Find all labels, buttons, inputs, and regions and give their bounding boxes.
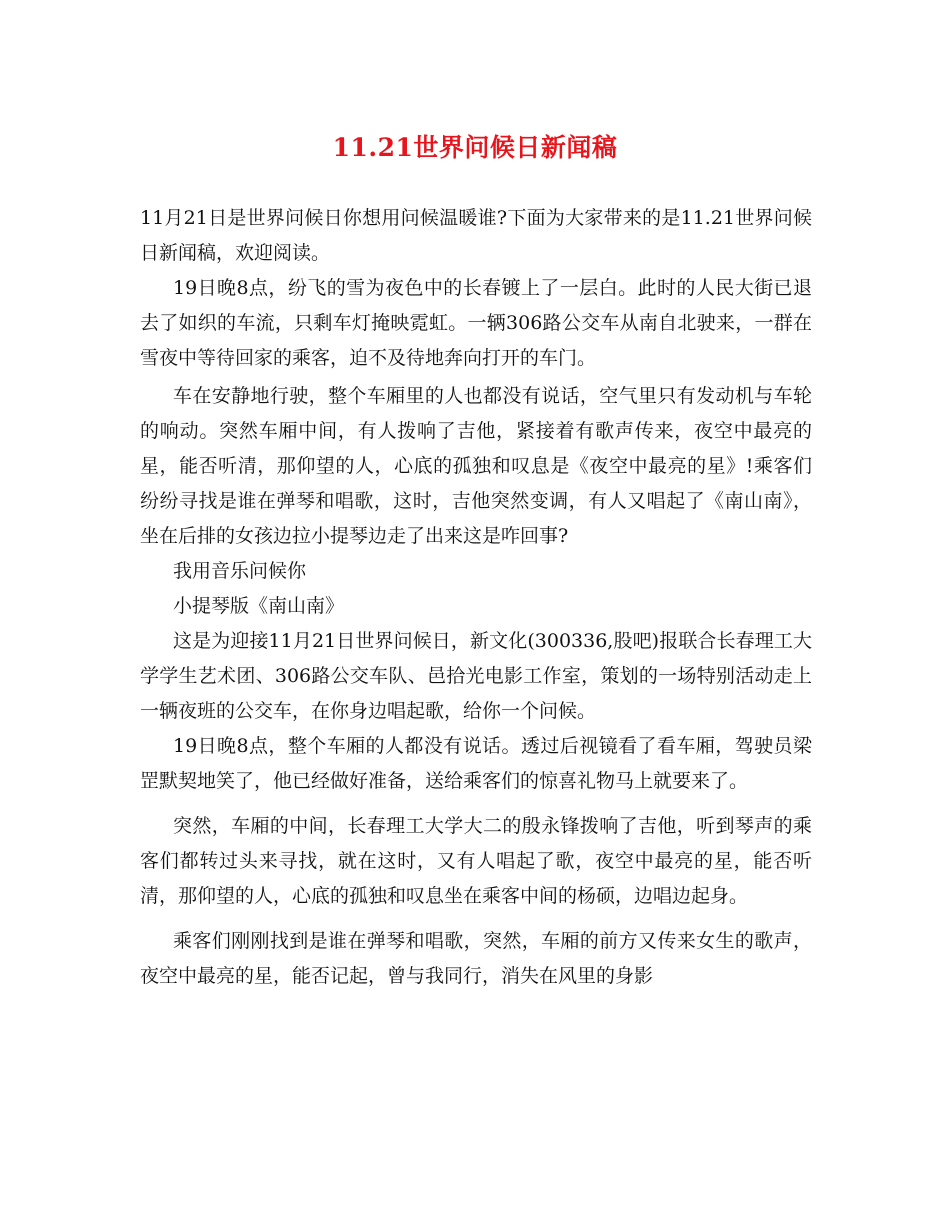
subheading: 我用音乐问候你 [173,560,307,582]
document-title: 11.21世界问候日新闻稿 [332,133,618,162]
body-paragraph: 车在安静地行驶，整个车厢里的人也都没有说话，空气里只有发动机与车轮的响动。突然车厢中间，有人拨响了吉他，紧接着有歌声传来，夜空中最亮的星，能否听清，那仰望的人，心底的孤独和叹息是《夜空中最亮的星》!乘客们纷纷寻找是谁在弹琴和唱歌，这时，吉他突然变调，有人又唱起了《南山南》，坐在后排的女孩边拉小提琴边走了出来这是咋回事? [140,385,812,547]
body-paragraph: 19日晚8点，整个车厢的人都没有说话。透过后视镜看了看车厢，驾驶员梁罡默契地笑了，他已经做好准备，送给乘客们的惊喜礼物马上就要来了。 [140,735,812,792]
intro-paragraph: 11月21日是世界问候日你想用问候温暖谁?下面为大家带来的是11.21世界问候日新闻稿，欢迎阅读。 [140,207,812,264]
body-paragraph: 突然，车厢的中间，长春理工大学大二的殷永锋拨响了吉他，听到琴声的乘客们都转过头来寻找，就在这时，又有人唱起了歌，夜空中最亮的星，能否听清，那仰望的人，心底的孤独和叹息坐在乘客中间的杨硕，边唱边起身。 [140,815,812,907]
body-paragraph: 乘客们刚刚找到是谁在弹琴和唱歌，突然，车厢的前方又传来女生的歌声，夜空中最亮的星，能否记起，曾与我同行，消失在风里的身影 [140,930,812,987]
body-paragraph: 19日晚8点，纷飞的雪为夜色中的长春镀上了一层白。此时的人民大街已退去了如织的车流，只剩车灯掩映霓虹。一辆306路公交车从南自北驶来，一群在雪夜中等待回家的乘客，迫不及待地奔向打开的车门。 [140,277,812,369]
subheading: 小提琴版《南山南》 [173,595,345,617]
document-body [140,201,812,994]
body-paragraph: 这是为迎接11月21日世界问候日，新文化(300336,股吧)报联合长春理工大学学生艺术团、306路公交车队、邑拾光电影工作室，策划的一场特别活动走上一辆夜班的公交车，在你身边唱起歌，给你一个问候。 [140,630,812,722]
